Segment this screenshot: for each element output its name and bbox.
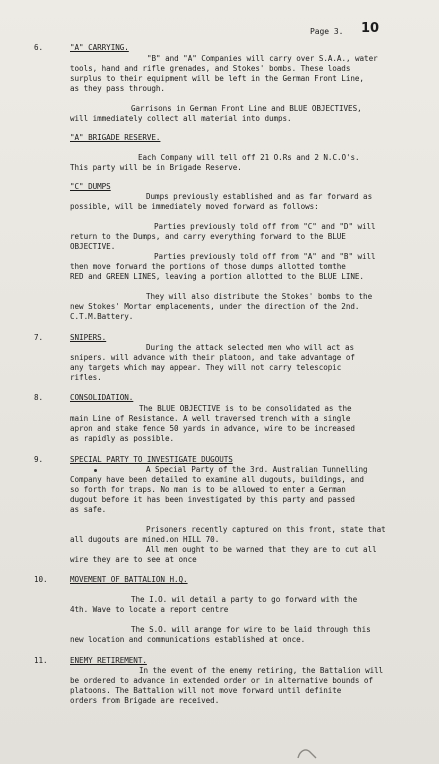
text-line: The I.O. wil detail a party to go forward with the [131,595,358,604]
section-title-a-carrying: "A" CARRYING. [70,43,129,52]
section-title-consolidation: CONSOLIDATION. [70,393,134,402]
text-line: C.T.M.Battery. [70,312,134,321]
section-number: 10. [34,575,48,584]
text-line: tools, hand and rifle grenades, and Stokes' bombs. These loads [70,64,351,73]
text-line: will immediately collect all material into dumps. [70,114,292,123]
text-line: all dugouts are mined.on HILL 70. [70,535,220,544]
text-line: then move forward the portions of those dumps allotted tomthe [70,262,346,271]
text-line: as they pass through. [70,84,165,93]
text-line: wire they are to see at once [70,555,197,564]
text-line: They will also distribute the Stokes' bombs to the [146,292,373,301]
text-line: be ordered to advance in extended order or in alternative bounds of [70,676,373,685]
section-title-movement-hq: MOVEMENT OF BATTALION H.Q. [70,575,188,584]
text-line: OBJECTIVE. [70,242,116,251]
ink-smudge [296,746,318,760]
text-line: During the attack selected men who will act as [146,343,355,352]
folio-number: 10 [361,21,379,36]
text-line: surplus to their equipment will be left in the German Front Line, [70,74,364,83]
text-line: main Line of Resistance. A well traversed trench with a single [70,414,351,423]
section-number: 6. [34,43,44,52]
text-line: Prisoners recently captured on this front, state that [146,525,386,534]
text-line: new location and communications established at once. [70,635,306,644]
text-line: Parties previously told off from "C" and "D" will [154,222,376,231]
text-line: so forth for traps. No man is to be allowed to enter a German [70,485,346,494]
section-title-snipers: SNIPERS. [70,333,107,342]
section-number: 8. [34,393,44,402]
text-line: Company have been detailed to examine all dugouts, buildings, and [70,475,364,484]
page-label: Page 3. [310,27,344,36]
text-line: 4th. Wave to locate a report centre [70,605,229,614]
section-title-enemy-retirement: ENEMY RETIREMENT. [70,656,147,665]
text-line: possible, will be immediately moved forward as follows: [70,202,319,211]
text-line: apron and stake fence 50 yards in advance, wire to be increased [70,424,355,433]
text-line: A Special Party of the 3rd. Australian Tunnelling [146,465,368,474]
ink-mark [94,469,97,472]
text-line: snipers. will advance with their platoon, and take advantage of [70,353,355,362]
subsection-title-brigade-reserve: "A" BRIGADE RESERVE. [70,133,161,142]
text-line: new Stokes' Mortar emplacements, under the direction of the 2nd. [70,302,360,311]
text-line: RED and GREEN LINES, leaving a portion allotted to the BLUE LINE. [70,272,364,281]
text-line: rifles. [70,373,102,382]
text-line: as rapidly as possible. [70,434,175,443]
text-line: Garrisons in German Front Line and BLUE OBJECTIVES, [131,104,362,113]
subsection-title-dumps: "C" DUMPS [70,182,111,191]
text-line: orders from Brigade are received. [70,696,220,705]
text-line: This party will be in Brigade Reserve. [70,163,242,172]
section-number: 9. [34,455,44,464]
text-line: any targets which may appear. They will not carry telescopic [70,363,342,372]
text-line: The S.O. will arange for wire to be laid through this [131,625,371,634]
text-line: Parties previously told off from "A" and "B" will [154,252,376,261]
text-line: platoons. The Battalion will not move forward until definite [70,686,342,695]
text-line: In the event of the enemy retiring, the Battalion will [139,666,384,675]
text-line: All men ought to be warned that they are to cut all [146,545,377,554]
text-line: Each Company will tell off 21 O.Rs and 2 N.C.O's. [138,153,360,162]
text-line: "B" and "A" Companies will carry over S.A.A., water [147,54,378,63]
section-number: 7. [34,333,44,342]
text-line: as safe. [70,505,107,514]
section-title-special-party: SPECIAL PARTY TO INVESTIGATE DUGOUTS [70,455,233,464]
section-number: 11. [34,656,48,665]
text-line: dugout before it has been investigated by this party and passed [70,495,355,504]
text-line: Dumps previously established and as far forward as [146,192,373,201]
text-line: return to the Dumps, and carry everything forward to the BLUE [70,232,346,241]
text-line: The BLUE OBJECTIVE is to be consolidated as the [139,404,352,413]
